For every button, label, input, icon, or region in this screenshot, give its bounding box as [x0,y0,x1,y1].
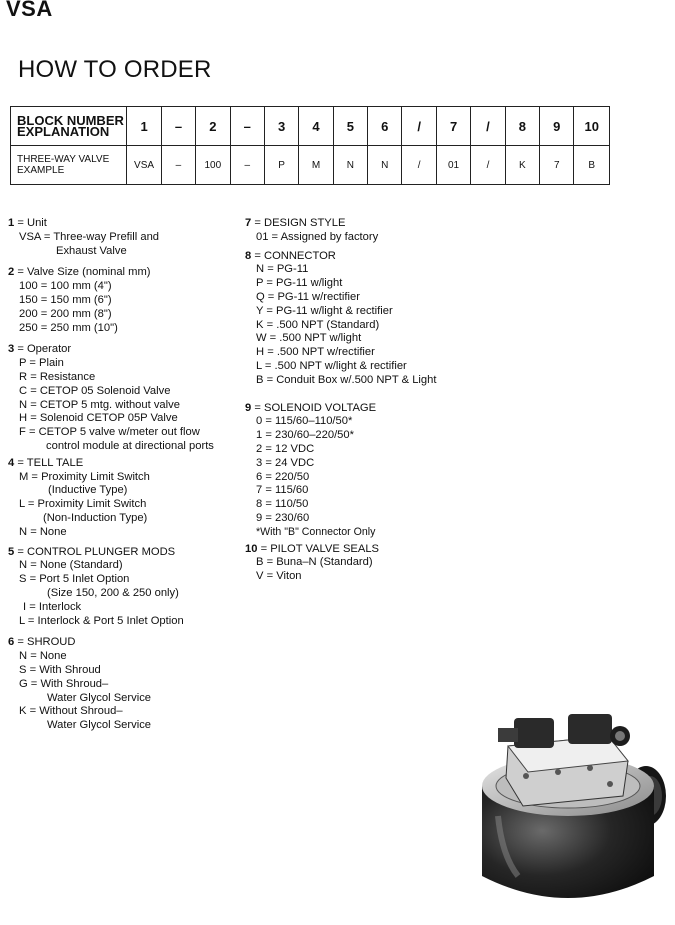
list-item: 3 = 24 VDC [256,456,315,469]
list-item: control module at directional ports [46,439,214,452]
section-number: 5 [8,545,15,558]
table-cell: 8 [505,107,539,146]
table-cell: 7 [436,107,470,146]
list-item: Y = PG-11 w/light & rectifier [256,304,393,317]
footnote: *With "B" Connector Only [256,525,376,538]
list-item: (Inductive Type) [48,484,128,497]
table-cell: 01 [436,146,470,185]
section-title: = PILOT VALVE SEALS [260,542,380,555]
table-cell: M [299,146,333,185]
table-cell: / [402,107,436,146]
list-item: VSA = Three-way Prefill and [19,230,160,243]
page-title: HOW TO ORDER [18,56,212,83]
section-unit [8,217,214,258]
table-cell: 6 [368,107,402,146]
section-title: = SHROUD [17,636,76,649]
list-item: (Size 150, 200 & 250 only) [47,586,179,599]
table-cell: / [471,146,505,185]
list-item: K = Without Shroud– [19,705,123,718]
table-cell: N [333,146,367,185]
list-item: S = Port 5 Inlet Option [19,573,130,586]
row-label-block-number: BLOCK NUMBER EXPLANATION [11,107,127,146]
list-item: 01 = Assigned by factory [256,230,379,243]
table-cell: – [230,107,264,146]
list-item: V = Viton [256,570,302,583]
section-title: = DESIGN STYLE [254,217,346,229]
list-item: F = CETOP 5 valve w/meter out flow [19,426,200,439]
right-column [245,217,436,584]
valve-product-photo [478,706,670,920]
section-connector [245,250,436,388]
section-number: 6 [8,636,15,649]
section-title: = Unit [17,217,47,229]
section-tell-tale [8,457,214,540]
list-item: L = Interlock & Port 5 Inlet Option [19,614,184,627]
section-number: 7 [245,217,252,229]
section-number: 1 [8,217,15,229]
list-item: Water Glycol Service [47,719,152,732]
list-item: (Non-Induction Type) [43,511,148,524]
list-item: P = Plain [19,357,64,370]
section-control-plunger [8,546,214,629]
list-item: P = PG-11 w/light [256,277,343,290]
table-cell: P [264,146,298,185]
section-title: = CONTROL PLUNGER MODS [17,545,176,558]
section-number: 2 [8,266,15,279]
section-shroud [8,636,214,733]
list-item: G = With Shroud– [19,677,109,690]
list-item: 250 = 250 mm (10") [19,321,118,334]
table-cell: 7 [540,146,574,185]
section-design-style [245,217,436,245]
section-solenoid-voltage [245,402,436,540]
table-cell: / [471,107,505,146]
list-item: K = .500 NPT (Standard) [256,318,380,331]
section-title: = SOLENOID VOLTAGE [254,401,377,414]
list-item: B = Conduit Box w/.500 NPT & Light [256,373,437,386]
table-row-block-numbers [11,107,610,146]
list-item: L = Proximity Limit Switch [19,498,147,511]
list-item: Q = PG-11 w/rectifier [256,290,360,303]
list-item: 8 = 110/50 [256,498,309,511]
table-cell: 3 [264,107,298,146]
section-number: 8 [245,249,252,262]
order-code-table [10,106,610,185]
list-item: R = Resistance [19,370,96,383]
table-cell: 100 [196,146,230,185]
list-item: N = None [19,525,67,538]
section-title: = TELL TALE [17,456,84,469]
list-item: B = Buna–N (Standard) [256,556,373,569]
list-item: N = PG-11 [256,263,309,276]
section-number: 4 [8,456,15,469]
list-item: W = .500 NPT w/light [256,332,362,345]
section-number: 10 [245,542,258,555]
list-item: 7 = 115/60 [256,484,309,497]
section-title: = Operator [17,343,72,356]
list-item: 9 = 230/60 [256,511,310,524]
table-cell: 2 [196,107,230,146]
section-number: 9 [245,401,252,414]
section-valve-size [8,266,214,335]
table-cell: – [230,146,264,185]
left-column [8,217,214,733]
section-number: 3 [8,343,15,356]
section-pilot-valve-seals [245,543,436,584]
list-item: 2 = 12 VDC [256,442,315,455]
table-cell: 1 [127,107,161,146]
list-item: 200 = 200 mm (8") [19,307,112,320]
section-operator [8,343,214,453]
table-cell: 10 [574,107,610,146]
list-item: N = None [19,650,67,663]
table-cell: – [161,107,195,146]
list-item: Exhaust Valve [56,244,127,257]
list-item: S = With Shroud [19,663,101,676]
section-title: = Valve Size (nominal mm) [17,266,151,279]
table-cell: – [161,146,195,185]
table-cell: N [368,146,402,185]
list-item: C = CETOP 05 Solenoid Valve [19,384,171,397]
table-cell: K [505,146,539,185]
list-item: I = Interlock [23,600,82,613]
list-item: H = .500 NPT w/rectifier [256,346,375,359]
table-cell: 4 [299,107,333,146]
list-item: 6 = 220/50 [256,470,310,483]
table-row-example [11,146,610,185]
list-item: 150 = 150 mm (6") [19,293,112,306]
table-cell: VSA [127,146,161,185]
list-item: 1 = 230/60–220/50* [256,429,354,442]
table-cell: / [402,146,436,185]
section-title: = CONNECTOR [254,249,336,262]
list-item: N = CETOP 5 mtg. without valve [19,398,180,411]
row-label-example: THREE-WAY VALVE EXAMPLE [11,146,127,185]
list-item: M = Proximity Limit Switch [19,470,150,483]
table-cell: 5 [333,107,367,146]
list-item: 0 = 115/60–110/50* [256,415,353,428]
list-item: 100 = 100 mm (4") [19,280,112,293]
list-item: N = None (Standard) [19,559,123,572]
list-item: L = .500 NPT w/light & rectifier [256,359,407,372]
list-item: Water Glycol Service [47,691,152,704]
list-item: H = Solenoid CETOP 05P Valve [19,412,178,425]
table-cell: 9 [540,107,574,146]
table-cell: B [574,146,610,185]
brand-title: VSA [6,0,53,21]
